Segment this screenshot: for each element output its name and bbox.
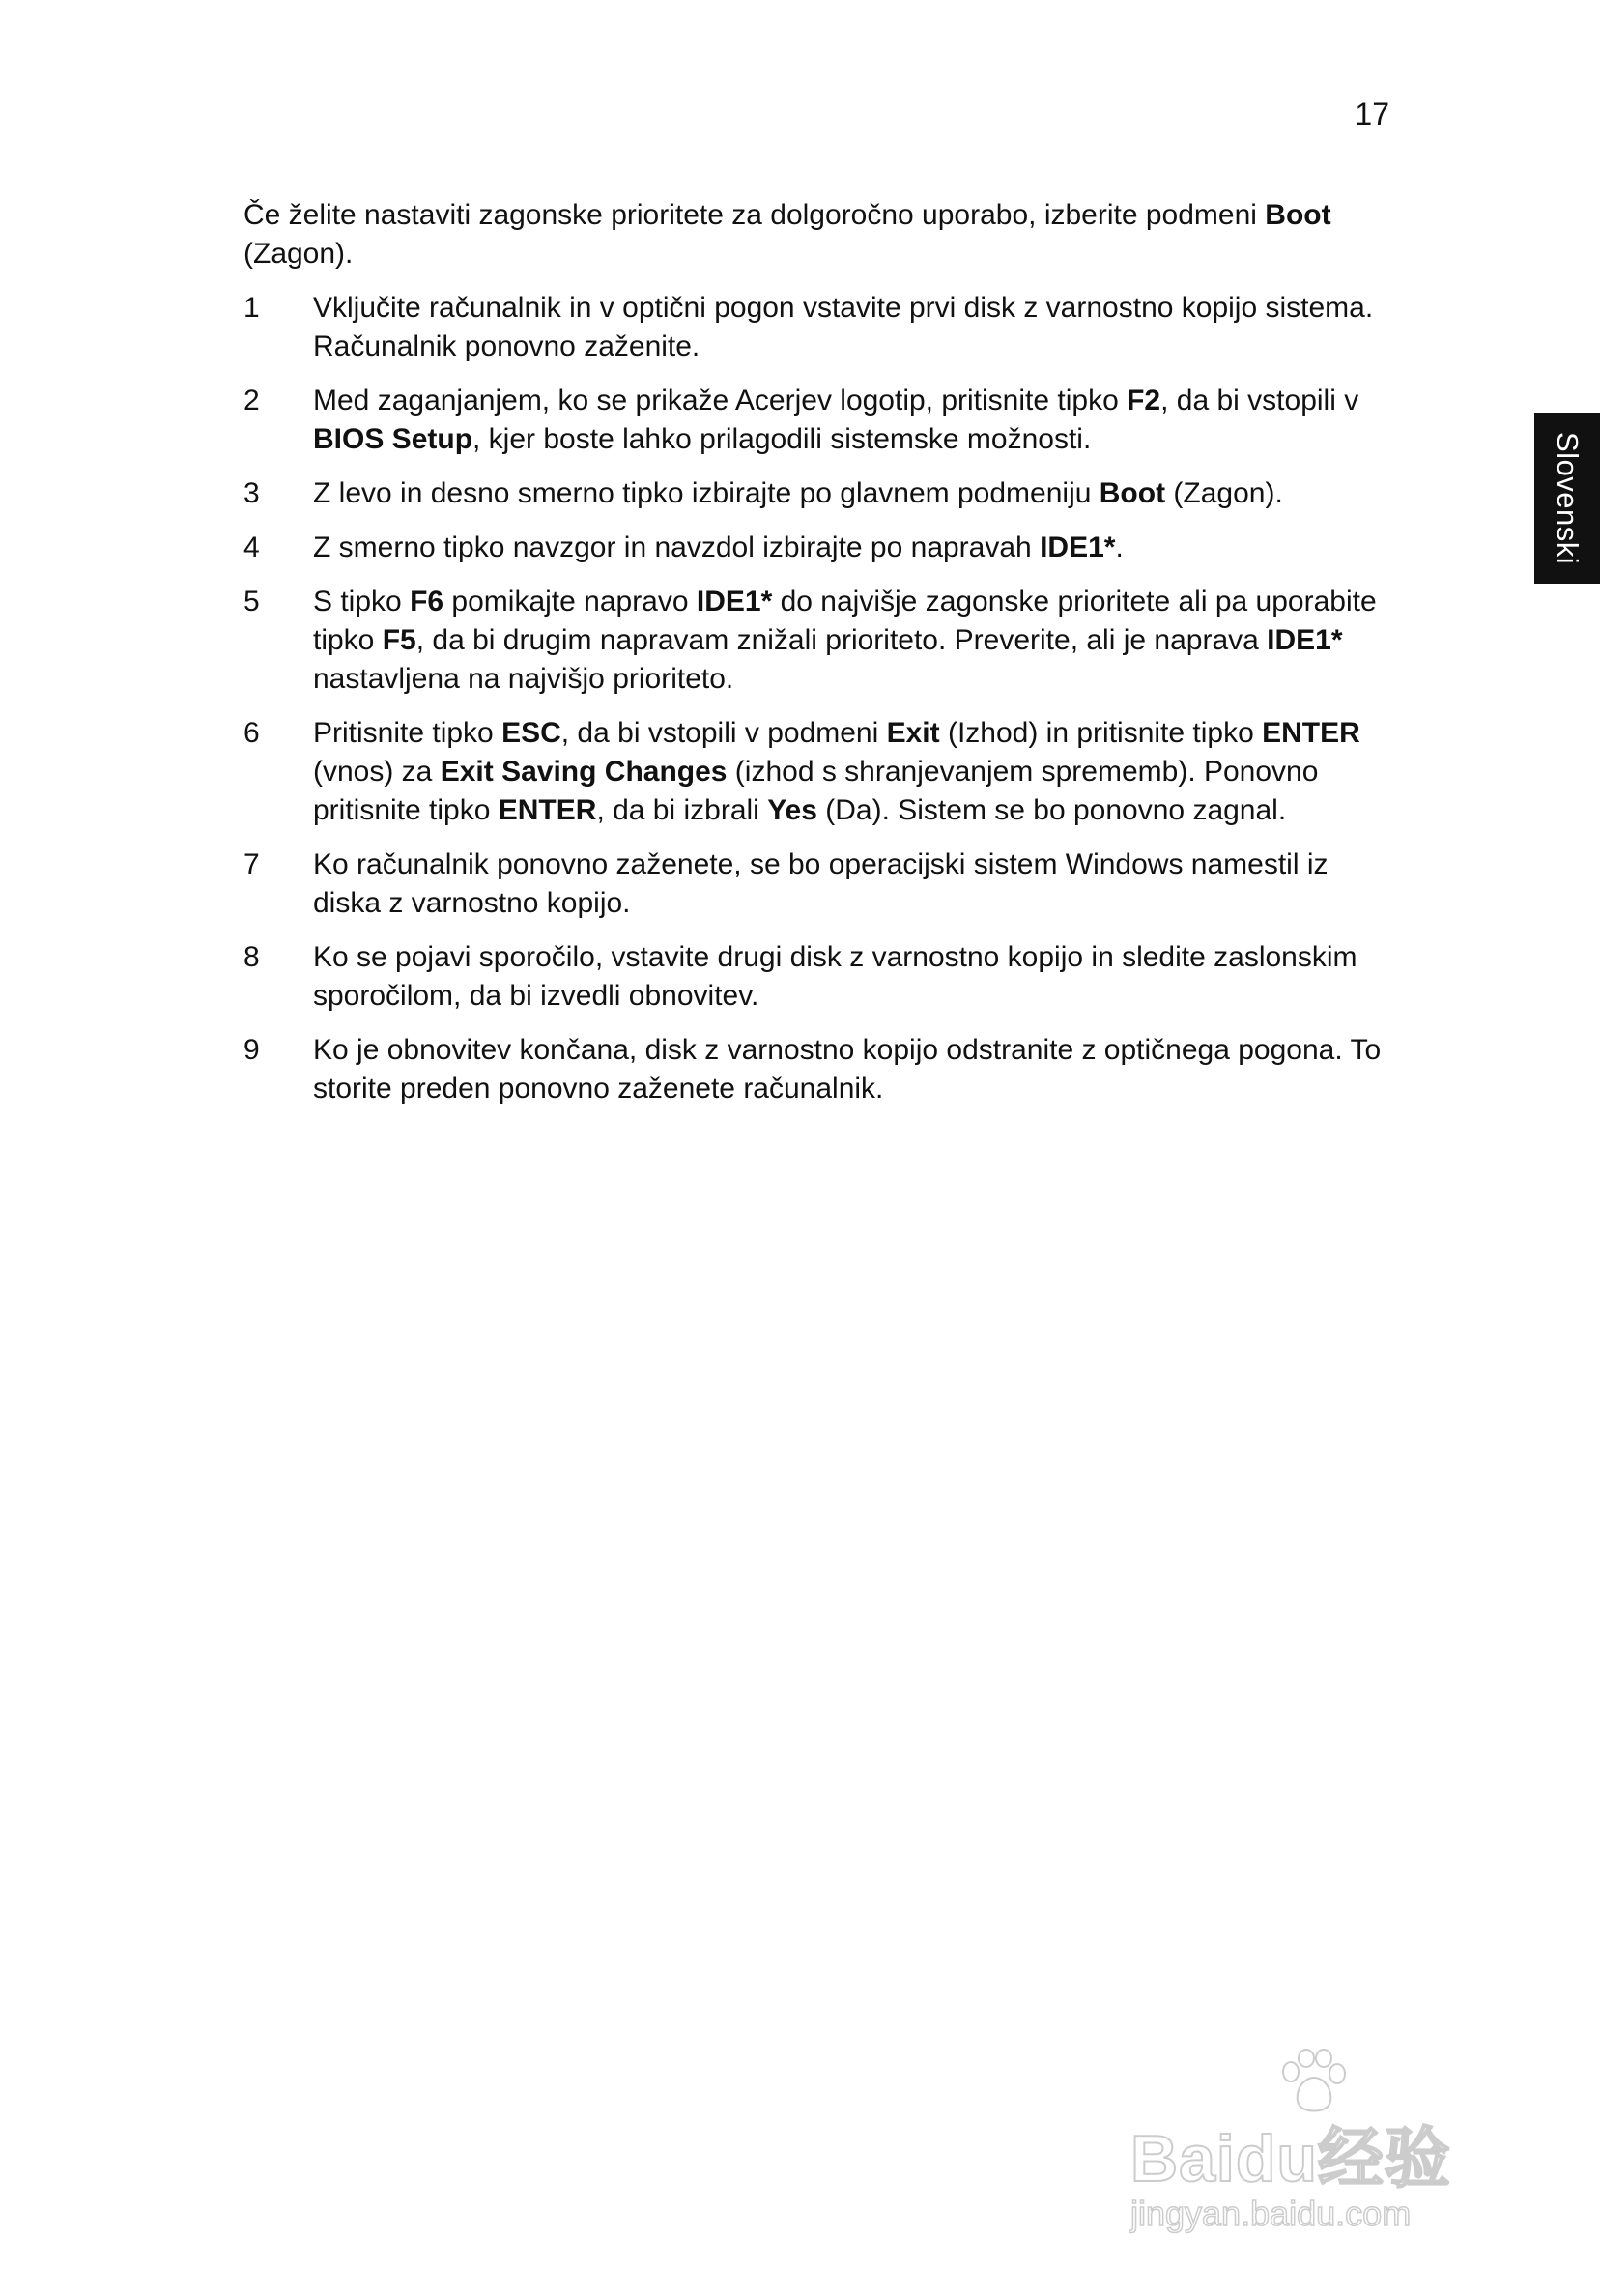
step-text bbox=[313, 938, 1384, 1016]
step-bold-term: IDE1* bbox=[1040, 531, 1116, 563]
step-bold-term: ENTER bbox=[498, 794, 597, 826]
step-bold-term: ESC bbox=[501, 717, 561, 749]
page-number: 17 bbox=[1355, 97, 1389, 131]
step-text bbox=[313, 289, 1384, 366]
intro-text-after: (Zagon). bbox=[243, 238, 354, 270]
steps-list bbox=[243, 289, 1384, 1108]
baidu-watermark bbox=[1130, 2049, 1507, 2242]
step-text-run: Z smerno tipko navzgor in navzdol izbirajte po napravah bbox=[313, 531, 1041, 563]
step-item bbox=[243, 714, 1384, 830]
intro-paragraph bbox=[243, 196, 1384, 273]
step-text-run: Ko je obnovitev končana, disk z varnostno kopijo odstranite z optičnega pogona. To storite preden ponovno zaženete računalnik. bbox=[313, 1034, 1382, 1105]
step-item bbox=[243, 382, 1384, 459]
step-text-run: (vnos) za bbox=[313, 756, 441, 788]
step-item bbox=[243, 1031, 1384, 1108]
step-text bbox=[313, 714, 1384, 830]
document-body bbox=[243, 196, 1384, 1124]
step-bold-term: F2 bbox=[1127, 385, 1161, 416]
watermark-logo: Baidu经验 bbox=[1130, 2122, 1451, 2196]
language-side-tab-label: Slovenski bbox=[1551, 431, 1585, 565]
step-text-run: (Izhod) in pritisnite tipko bbox=[939, 717, 1263, 749]
step-item bbox=[243, 289, 1384, 366]
step-bold-term: Exit Saving Changes bbox=[440, 756, 728, 788]
step-text bbox=[313, 1031, 1384, 1108]
step-text-run: Ko računalnik ponovno zaženete, se bo operacijski sistem Windows namestil iz diska z varnostno kopijo. bbox=[313, 848, 1329, 919]
step-text bbox=[313, 382, 1384, 459]
step-text-run: pomikajte napravo bbox=[443, 586, 697, 617]
step-number: 7 bbox=[243, 848, 260, 880]
step-bold-term: Yes bbox=[767, 794, 817, 826]
step-number: 1 bbox=[243, 292, 260, 324]
step-item bbox=[243, 938, 1384, 1016]
step-text-run: Ko se pojavi sporočilo, vstavite drugi disk z varnostno kopijo in sledite zaslonskim sporočilom, da bi izvedli obnovitev. bbox=[313, 941, 1357, 1012]
step-text-run: do najvišje zagonske prioritete ali pa uporabite tipko bbox=[313, 586, 1377, 656]
step-item bbox=[243, 474, 1384, 513]
step-text-run: (Da). Sistem se bo ponovno zagnal. bbox=[816, 794, 1287, 826]
step-text-run: S tipko bbox=[313, 586, 411, 617]
step-number: 2 bbox=[243, 385, 260, 416]
step-number: 4 bbox=[243, 531, 260, 563]
step-number: 5 bbox=[243, 586, 260, 617]
step-text bbox=[313, 846, 1384, 923]
step-text-run: Pritisnite tipko bbox=[313, 717, 502, 749]
step-number: 3 bbox=[243, 477, 260, 509]
step-bold-term: IDE1* bbox=[696, 586, 773, 617]
step-bold-term: F6 bbox=[410, 586, 444, 617]
step-text bbox=[313, 529, 1384, 567]
step-bold-term: Boot bbox=[1099, 477, 1166, 509]
step-number: 9 bbox=[243, 1034, 260, 1066]
step-bold-term: F5 bbox=[382, 624, 416, 656]
step-bold-term: ENTER bbox=[1262, 717, 1360, 749]
step-text-run: Med zaganjanjem, ko se prikaže Acerjev logotip, pritisnite tipko bbox=[313, 385, 1128, 416]
step-text-run: , da bi drugim napravam znižali prioriteto. Preverite, ali je naprava bbox=[415, 624, 1268, 656]
step-number: 6 bbox=[243, 717, 260, 749]
intro-text-before: Če želite nastaviti zagonske prioritete za dolgoročno uporabo, izberite podmeni bbox=[243, 199, 1266, 231]
step-text-run: Vključite računalnik in v optični pogon vstavite prvi disk z varnostno kopijo sistema. Računalnik ponovno zaženite. bbox=[313, 292, 1374, 362]
step-text bbox=[313, 474, 1384, 513]
language-side-tab bbox=[1534, 413, 1600, 584]
step-item bbox=[243, 529, 1384, 567]
step-bold-term: BIOS Setup bbox=[313, 423, 473, 455]
watermark-url: jingyan.baidu.com bbox=[1130, 2194, 1412, 2233]
step-text-run: (Zagon). bbox=[1165, 477, 1283, 509]
step-text-run: , da bi vstopili v podmeni bbox=[560, 717, 887, 749]
step-text-run: Z levo in desno smerno tipko izbirajte po glavnem podmeniju bbox=[313, 477, 1100, 509]
step-bold-term: IDE1* bbox=[1267, 624, 1343, 656]
step-text-run: , kjer boste lahko prilagodili sistemske možnosti. bbox=[472, 423, 1092, 455]
step-bold-term: Exit bbox=[886, 717, 940, 749]
step-item bbox=[243, 846, 1384, 923]
step-item bbox=[243, 583, 1384, 699]
step-text bbox=[313, 583, 1384, 699]
step-number: 8 bbox=[243, 941, 260, 973]
intro-bold-term: Boot bbox=[1265, 199, 1331, 231]
step-text-run: nastavljena na najvišjo prioriteto. bbox=[313, 663, 734, 695]
step-text-run: , da bi izbrali bbox=[596, 794, 768, 826]
step-text-run: . bbox=[1115, 531, 1124, 563]
step-text-run: , da bi vstopili v bbox=[1160, 385, 1359, 416]
step-text-run: (izhod s shranjevanjem sprememb). Ponovno pritisnite tipko bbox=[313, 756, 1319, 826]
